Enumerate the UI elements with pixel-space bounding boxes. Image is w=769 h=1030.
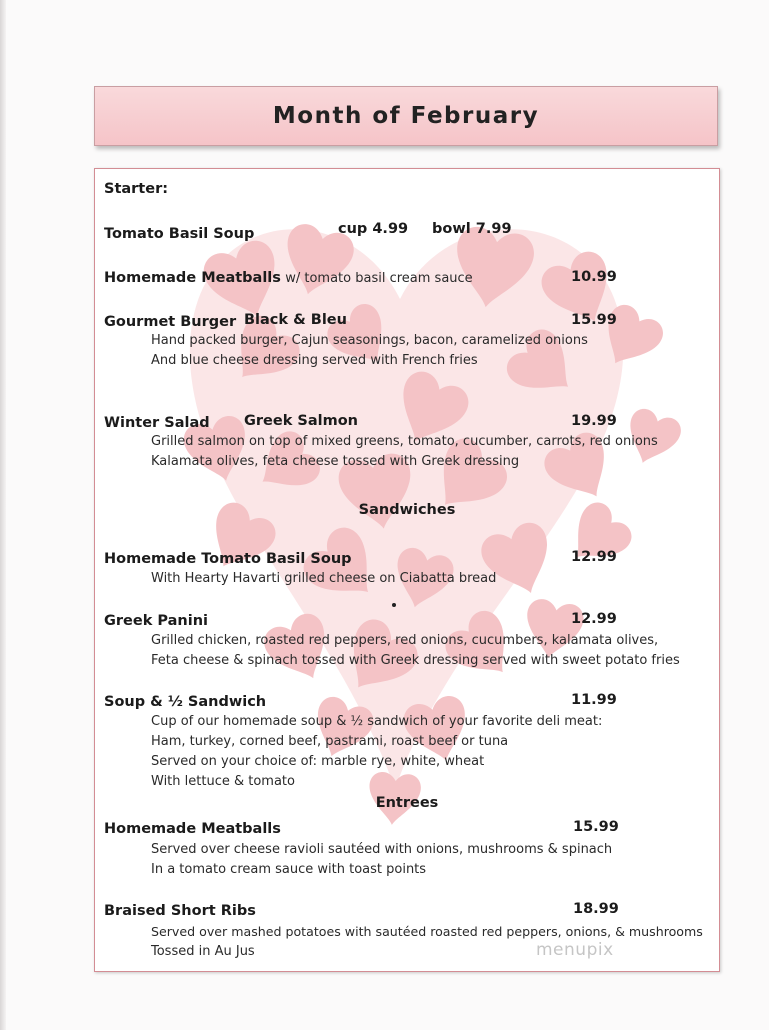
item-name: Gourmet Burger [104,314,237,330]
item-price: 15.99 [571,312,617,328]
item-name: Winter Salad [104,415,210,431]
item-description: Ham, turkey, corned beef, pastrami, roast beef or tuna [151,734,509,749]
menu-title: Month of February [272,103,540,129]
item-description: In a tomato cream sauce with toast points [151,862,427,877]
starter-heading: Starter: [104,181,169,197]
menu-item [104,270,473,286]
item-description: Served over cheese ravioli sautéed with onions, mushrooms & spinach [151,842,613,857]
item-description: Kalamata olives, feta cheese tossed with Greek dressing [151,454,520,469]
item-description: And blue cheese dressing served with French fries [151,353,478,368]
item-price: 10.99 [571,269,617,285]
item-description: Hand packed burger, Cajun seasonings, bacon, caramelized onions [151,333,588,348]
item-description: Grilled chicken, roasted red peppers, red onions, cucumbers, kalamata olives, [151,633,659,648]
item-subname: Black & Bleu [244,312,347,328]
item-name: Soup & ½ Sandwich [104,694,267,710]
item-price: 18.99 [573,901,619,917]
item-name: Tomato Basil Soup [104,226,255,242]
item-description: Grilled salmon on top of mixed greens, tomato, cucumber, carrots, red onions [151,434,658,449]
item-description: Feta cheese & spinach tossed with Greek dressing served with sweet potato fries [151,653,680,668]
item-description: Served over mashed potatoes with sautéed roasted red peppers, onions, & mushrooms [151,924,703,939]
item-price: 15.99 [573,819,619,835]
item-name: Greek Panini [104,613,209,629]
dot-mark [392,603,396,607]
menu-header [94,86,718,146]
item-name: Braised Short Ribs [104,903,256,919]
item-note: w/ tomato basil cream sauce [285,271,473,286]
item-price-bowl: bowl 7.99 [432,221,512,237]
watermark-logo: menupix [536,940,614,960]
item-subname: Greek Salmon [244,413,359,429]
item-price: 19.99 [571,413,617,429]
item-description: With lettuce & tomato [151,774,295,789]
item-price: 12.99 [571,611,617,627]
item-description: Cup of our homemade soup & ½ sandwich of your favorite deli meat: [151,714,603,729]
item-description: Served on your choice of: marble rye, white, wheat [151,754,485,769]
item-name: Homemade Tomato Basil Soup [104,551,352,567]
item-price: 11.99 [571,692,617,708]
item-name: Homemade Meatballs [104,270,281,286]
section-heading-entrees: Entrees [375,795,439,811]
section-heading-sandwiches: Sandwiches [358,502,456,518]
item-price-cup: cup 4.99 [338,221,409,237]
item-name: Homemade Meatballs [104,821,281,837]
item-description: Tossed in Au Jus [151,944,255,959]
item-price: 12.99 [571,549,617,565]
item-description: With Hearty Havarti grilled cheese on Ciabatta bread [151,571,497,586]
menu-box [94,168,720,972]
page-edge [0,0,6,1030]
